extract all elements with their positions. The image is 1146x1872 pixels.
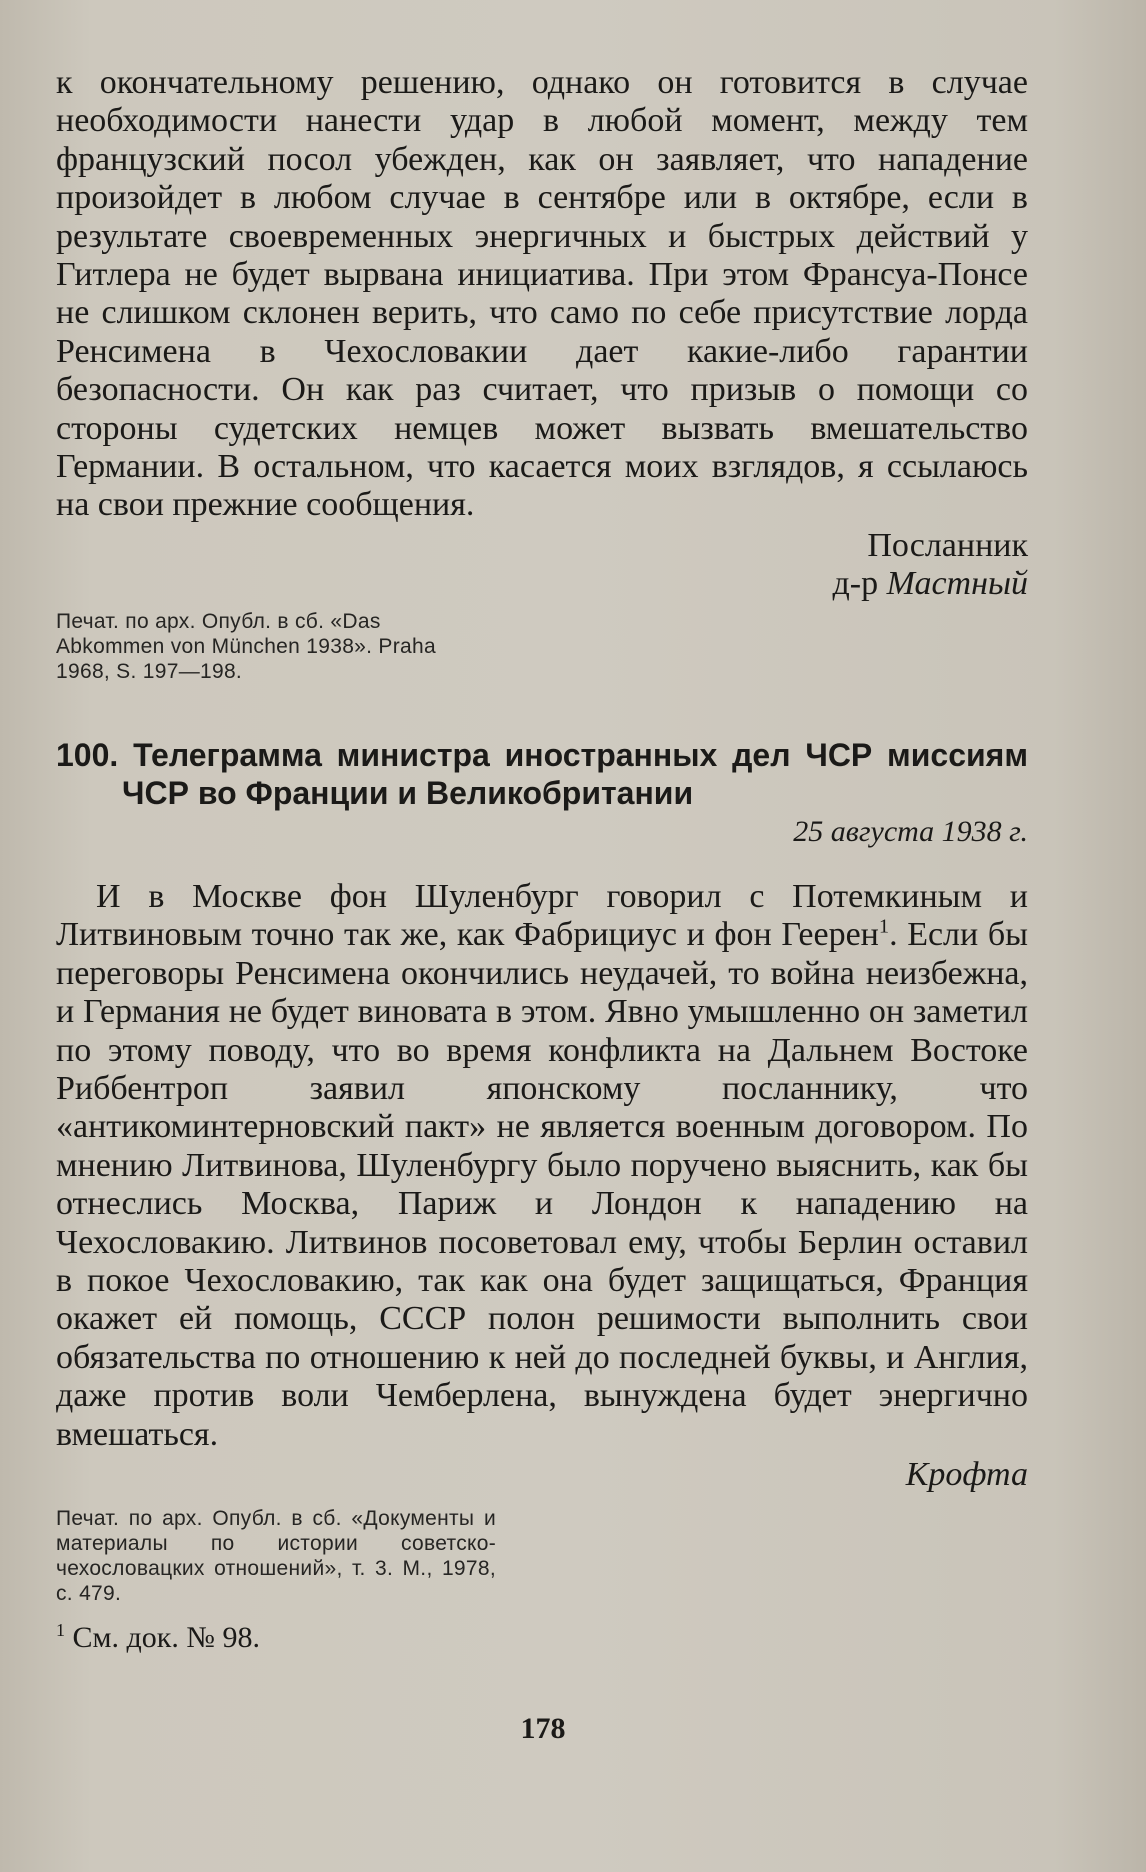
document-signature: Крофта bbox=[905, 1455, 1028, 1493]
signature-name-line bbox=[56, 565, 1028, 603]
document-date: 25 августа 1938 г. bbox=[793, 814, 1028, 848]
source-note-1: Печат. по арх. Опубл. в сб. «Das Abkommen von München 1938». Praha 1968, S. 197—198. bbox=[56, 609, 436, 683]
signature-name: Мастный bbox=[886, 564, 1028, 602]
document-body-part2: . Если бы переговоры Ренсимена окончились неудачей, то война неизбежна, и Германия не будет виновата в этом. Явно умышленно он заметил по этому поводу, что во время конфликта на Дальнем Востоке Риббентроп заявил японскому посланнику, что «антикоминтерновский пакт» не является военным договором. По мнению Литвинова, Шуленбургу было поручено выяснить, как бы отнеслись Москва, Париж и Лондон к нападению на Чехословакию. Литвинов посоветовал ему, чтобы Берлин оставил в покое Чехословакию, так как она будет защищаться, Франция окажет ей помощь, СССР полон решимости выполнить свои обязательства по отношению к ней до последней буквы, и Англия, даже против воли Чемберлена, вынуждена будет энергично вмешаться. bbox=[56, 916, 1028, 1453]
footnote-text: См. док. № 98. bbox=[72, 1620, 260, 1654]
document-number: 100. bbox=[56, 736, 119, 773]
footnote-reference: 1 bbox=[878, 915, 890, 938]
document-body-part1: И в Москве фон Шуленбург говорил с Потемкиным и Литвиновым точно так же, как Фабрициус и фон Геерен bbox=[56, 877, 1028, 954]
top-paragraph: к окончательному решению, однако он готовится в случае необходимости нанести удар в любой момент, между тем французский посол убежден, как он заявляет, что нападение произойдет в любом случае в сентябре или в октябре, если в результате своевременных энергичных и быстрых действий у Гитлера не будет вырвана инициатива. При этом Франсуа-Понсе не слишком склонен верить, что само по себе присутствие лорда Ренсимена в Чехословакии дает какие-либо гарантии безопасности. Он как раз считает, что призыв о помощи со стороны судетских немцев может вызвать вмешательство Германии. В остальном, что касается моих взглядов, я ссылаюсь на свои прежние сообщения. bbox=[56, 64, 1028, 524]
document-body bbox=[56, 878, 1028, 1454]
signature-prefix: д-р bbox=[832, 564, 879, 602]
source-note-2: Печат. по арх. Опубл. в сб. «Документы и материалы по истории советско-чехословацких отношений», т. 3. М., 1978, с. 479. bbox=[56, 1506, 496, 1605]
document-title: Телеграмма министра иностранных дел ЧСР миссиям ЧСР во Франции и Великобритании bbox=[122, 736, 1029, 811]
footnote bbox=[56, 1620, 1028, 1656]
signature-block-1 bbox=[56, 527, 1028, 603]
page-number: 178 bbox=[520, 1712, 566, 1745]
footnote-mark: 1 bbox=[56, 1619, 65, 1640]
document-heading bbox=[56, 736, 1028, 812]
signature-block-2 bbox=[56, 1456, 1028, 1494]
signature-title: Посланник bbox=[867, 526, 1028, 564]
